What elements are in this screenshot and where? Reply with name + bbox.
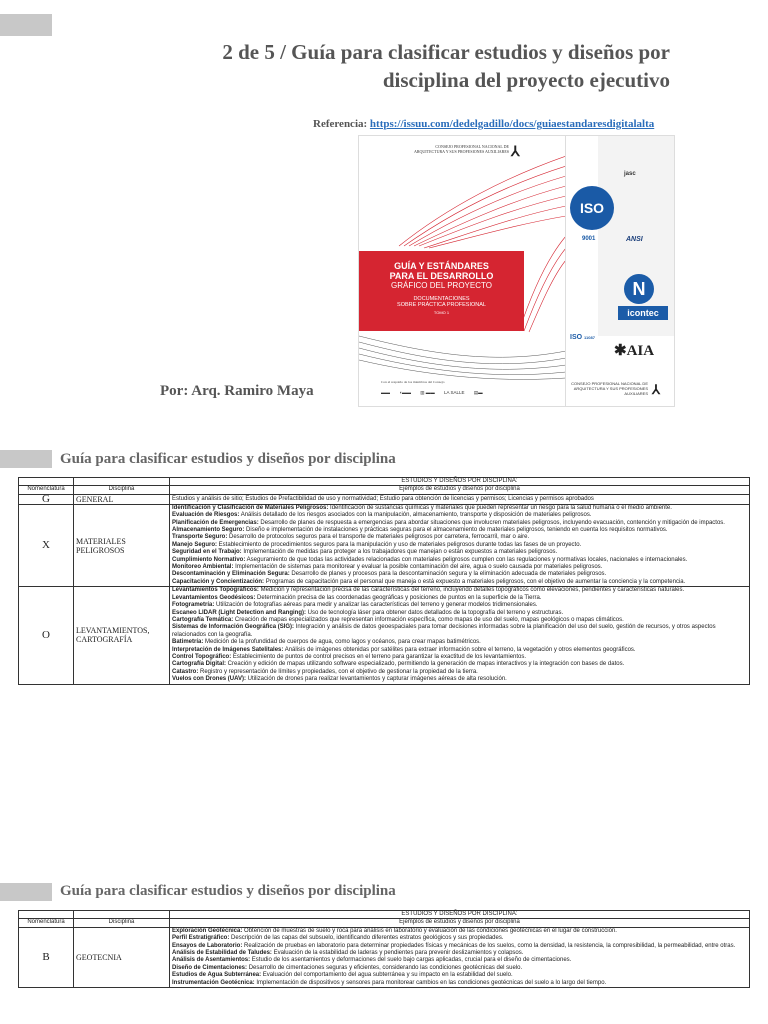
discipline-cell: GEOTECNIA (74, 927, 170, 987)
icontec-logo-icon: N (624, 274, 654, 304)
column-header-ejemplos: Ejemplos de estudios y diseños por disciplina (170, 486, 750, 494)
table-row (19, 494, 750, 504)
example-description: Diseño e implementación de instalaciones y prácticas seguras para el almacenamiento de materiales peligrosos, teniendo en cuenta los requisitos normativos. (244, 527, 668, 534)
example-description: Evaluación del comportamiento del agua subterránea y su impacto en la estabilidad del suelo. (261, 972, 513, 979)
example-description: Implementación de sistemas para monitorear y evaluar la posible contaminación del aire, agua o suelo causada por materiales peligrosos. (233, 564, 603, 571)
example-description: Creación de mapas especializados que representan información específica, como mapas de uso del suelo, mapas geológicos o mapas climáticos. (233, 616, 624, 623)
example-item (172, 587, 747, 594)
example-item (172, 542, 747, 549)
discipline-cell: MATERIALES PELIGROSOS (74, 504, 170, 586)
example-term: Interpretación de Imágenes Satelitales: (172, 646, 284, 653)
examples-cell (170, 504, 750, 586)
iso-small-code: 11087 (584, 335, 595, 340)
sponsor-logo-icon: ▥ ▬▬ (420, 390, 435, 395)
example-term: Monitoreo Ambiental: (172, 564, 234, 571)
example-term: Ensayos de Laboratorio: (172, 942, 243, 949)
section-tab (0, 450, 52, 468)
section-title: Guía para clasificar estudios y diseños por disciplina (60, 883, 396, 899)
example-term: Vuelos con Drones (UAV): (172, 676, 247, 683)
example-description: Obtención de muestras de suelo y roca para análisis en laboratorio y evaluación de las condiciones geotécnicas en el lugar de construcción. (242, 927, 617, 934)
table-row (19, 927, 750, 987)
example-term: Análisis de Asentamientos: (172, 957, 251, 964)
example-item (172, 505, 747, 512)
example-term: Levantamientos Geodésicos: (172, 594, 256, 601)
cover-headline-1: GUÍA Y ESTÁNDARES (394, 261, 489, 271)
example-item (172, 579, 747, 586)
example-item (172, 943, 747, 950)
jasc-logo: jasc (624, 171, 636, 177)
column-header-ejemplos: Ejemplos de estudios y diseños por disciplina (170, 919, 750, 927)
nomenclature-cell: G (19, 494, 74, 504)
example-term: Estudios de Agua Subterránea: (172, 972, 262, 979)
example-item (172, 602, 747, 609)
example-item (172, 928, 747, 935)
page-title (170, 38, 670, 94)
book-back-cover (565, 135, 675, 407)
example-description: Utilización de fotografías aéreas para medir y analizar las características del terreno y generar modelos tridimensionales. (214, 602, 538, 609)
reference (313, 118, 654, 130)
column-header-nomenclatura: Nomenclatura (19, 486, 74, 494)
back-council-text: CONSEJO PROFESIONAL NACIONAL DE ARQUITECTURA Y SUS PROFESIONES AUXILIARES (571, 381, 648, 396)
example-description: Creación y edición de mapas utilizando software especializado, permitiendo la generación de mapas interactivos y la integración con bases de datos. (226, 661, 625, 668)
reference-label: Referencia: (313, 118, 368, 130)
column-header-disciplina: Disciplina (74, 486, 170, 494)
cover-council-text: CONSEJO PROFESIONAL NACIONAL DE ARQUITECTURA Y SUS PROFESIONES AUXILIARES (413, 144, 509, 154)
example-description: Determinación precisa de las coordenadas geográficas y posiciones de puntos en la superficie de la Tierra. (255, 594, 542, 601)
cover-sponsor-logos (381, 390, 491, 396)
table-caption: ESTUDIOS Y DISEÑOS POR DISCIPLINA: (170, 911, 750, 919)
example-term: Seguridad en el Trabajo: (172, 549, 242, 556)
example-description: Desarrollo de cimentaciones seguras y eficientes, considerando las condiciones geotécnicas del suelo. (247, 964, 523, 971)
table-header-row (19, 919, 750, 927)
example-term: Identificación y Clasificación de Materiales Peligrosos: (172, 504, 329, 511)
example-description: Integración y análisis de datos geoespaciales para tomar decisiones informadas sobre la planificación del uso del suelo, gestión de recursos, y otros aspectos relacionados con la geografía. (172, 624, 716, 638)
cover-headline-2: PARA EL DESARROLLO (389, 271, 494, 281)
example-description: Desarrollo de planes y procesos para la descontaminación segura y la eliminación adecuada de materiales peligrosos. (289, 571, 607, 578)
example-item (172, 520, 747, 527)
title-line-2: disciplina del proyecto ejecutivo (382, 68, 670, 92)
nomenclature-cell: O (19, 587, 74, 684)
cover-subtitle-2: SOBRE PRÁCTICA PROFESIONAL (397, 302, 486, 308)
example-item (172, 957, 747, 964)
example-description: Descripción de las capas del subsuelo, identificando diferentes estratos geológicos y sus propiedades. (229, 935, 504, 942)
examples-cell (170, 927, 750, 987)
table-row (19, 504, 750, 586)
cover-footnote: Con el respaldo de los miembros del Consejo (381, 380, 445, 384)
example-description: Implementación de medidas para proteger a los trabajadores que manejan o están expuestos a materiales peligrosos. (241, 549, 558, 556)
example-term: Escaneo LIDAR (Light Detection and Ranging): (172, 609, 307, 616)
example-item (172, 972, 747, 979)
example-term: Batimetría: (172, 639, 204, 646)
example-term: Cartografía Digital: (172, 661, 227, 668)
column-header-nomenclatura: Nomenclatura (19, 919, 74, 927)
example-term: Almacenamiento Seguro: (172, 527, 245, 534)
table-body (19, 494, 750, 684)
example-item (172, 617, 747, 624)
council-logo-icon: ⅄ (511, 145, 520, 160)
aia-logo-text: AIA (626, 343, 655, 359)
table-header-row (19, 486, 750, 494)
discipline-table-1 (18, 477, 750, 685)
example-item (172, 496, 747, 503)
examples-cell (170, 494, 750, 504)
example-item (172, 512, 747, 519)
iso-small-text: ISO (570, 334, 583, 341)
example-description: Desarrollo de protocolos seguros para el transporte de materiales peligrosos por carretera, ferrocarril, mar o aire. (227, 534, 530, 541)
table-body (19, 927, 750, 987)
example-item (172, 571, 747, 578)
author-credit: Por: Arq. Ramiro Maya (160, 383, 314, 399)
icontec-logo-text: icontec (618, 306, 668, 320)
example-term: Perfil Estratigráfico: (172, 935, 230, 942)
nomenclature-cell: B (19, 927, 74, 987)
example-term: Manejo Seguro: (172, 541, 218, 548)
example-item (172, 610, 747, 617)
sponsor-logo-icon: ◖▬▬ (399, 390, 411, 395)
example-description: Realización de pruebas en laboratorio para determinar propiedades físicas y mecánicas de los suelos, como la densidad, la resistencia, la compresibilidad, la permeabilidad, entre otras. (242, 942, 736, 949)
example-item (172, 549, 747, 556)
example-description: Análisis detallado de los riesgos asociados con la manipulación, almacenamiento, transporte y disposición de materiales peligrosos. (239, 512, 592, 519)
corner-tab (0, 14, 52, 36)
example-description: Medición y representación precisa de las características del terreno, incluyendo detalles topográficos como elevaciones, pendientes y características naturales. (258, 587, 685, 594)
example-term: Sistemas de Información Geográfica (SIG): (172, 624, 295, 631)
book-cover (358, 135, 567, 407)
example-description: Aseguramiento de que todas las actividades relacionadas con materiales peligrosos cumplen con las regulaciones y normativas locales, nacionales e internacionales. (245, 556, 688, 563)
example-description: Estudio de los asentamientos y deformaciones del suelo bajo cargas aplicadas, crucial para el diseño de cimentaciones. (250, 957, 572, 964)
example-item (172, 950, 747, 957)
example-term: Análisis de Estabilidad de Taludes: (172, 950, 272, 957)
example-term: Fotogrametría: (172, 602, 215, 609)
iso-small-logo (570, 334, 595, 341)
example-item (172, 639, 747, 646)
example-term: Control Topográfico: (172, 653, 232, 660)
aia-star-icon: ✱ (614, 343, 627, 359)
example-description: Desarrollo de planes de respuesta a emergencias para abordar situaciones que involucren materiales peligrosos, incluyendo evacuación, contención y mitigación de impactos. (258, 519, 725, 526)
example-item (172, 676, 747, 683)
example-item (172, 557, 747, 564)
example-item (172, 654, 747, 661)
cover-headline-3: GRÁFICO DEL PROYECTO (391, 281, 492, 290)
example-description: Implementación de dispositivos y sensores para monitorear cambios en las condiciones geotécnicas del suelo a lo largo del tiempo. (254, 979, 607, 986)
example-description: Utilización de drones para realizar levantamientos y capturar imágenes aéreas de alta resolución. (246, 676, 507, 683)
column-header-disciplina: Disciplina (74, 919, 170, 927)
example-term: Diseño de Cimentaciones: (172, 964, 248, 971)
example-item (172, 669, 747, 676)
council-logo-icon: ⅄ (652, 382, 660, 397)
example-item (172, 965, 747, 972)
example-description: Identificación de sustancias químicas y materiales que pueden representar un riesgo para la salud humana o el medio ambiente. (328, 504, 672, 511)
example-term: Cumplimiento Normativo: (172, 556, 246, 563)
sponsor-logo-icon: ▤▬ (473, 390, 483, 395)
example-description: Establecimiento de procedimientos seguros para la manipulación y uso de materiales peligrosos durante todas las fases de un proyecto. (217, 541, 582, 548)
examples-cell (170, 587, 750, 684)
iso-logo-icon: ISO (570, 186, 614, 230)
example-term: Descontaminación y Eliminación Segura: (172, 571, 290, 578)
example-description: Establecimiento de puntos de control precisos en el terreno para garantizar la exactitud de los levantamientos. (231, 653, 527, 660)
example-term: Capacitación y Concientización: (172, 578, 265, 585)
example-item (172, 534, 747, 541)
example-term: Levantamientos Topográficos: (172, 587, 259, 594)
example-item (172, 647, 747, 654)
section-title: Guía para clasificar estudios y diseños por disciplina (60, 451, 396, 467)
cover-subtitle-3: TOMO 1 (433, 310, 450, 315)
aia-logo (614, 341, 654, 360)
example-term: Exploración Geotécnica: (172, 927, 243, 934)
example-term: Transporte Seguro: (172, 534, 228, 541)
example-description: Uso de tecnología láser para obtener datos detallados de la topografía del terreno y estructuras. (306, 609, 564, 616)
table-row (19, 587, 750, 684)
example-description: Evaluación de la estabilidad de laderas y pendientes para prevenir deslizamientos y colapsos. (271, 950, 524, 957)
example-description: Medición de la profundidad de cuerpos de agua, como lagos y océanos, para crear mapas batimétricos. (203, 639, 481, 646)
discipline-cell: GENERAL (74, 494, 170, 504)
reference-link[interactable]: https://issuu.com/dedelgadillo/docs/guiaestandaresdigitalalta (369, 118, 655, 130)
example-item (172, 661, 747, 668)
table-caption: ESTUDIOS Y DISEÑOS POR DISCIPLINA: (170, 478, 750, 486)
discipline-cell: LEVANTAMIENTOS, CARTOGRAFÍA (74, 587, 170, 684)
sponsor-logo-icon: ▬▬ (381, 390, 390, 395)
example-item (172, 527, 747, 534)
table-caption-row (19, 478, 750, 486)
example-item (172, 980, 747, 987)
cover-subtitle-1: DOCUMENTACIONES (413, 296, 470, 302)
section-tab (0, 883, 52, 901)
iso-9001-label: 9001 (582, 236, 596, 242)
sponsor-logo-text: LA SALLE (444, 390, 465, 395)
nomenclature-cell: X (19, 504, 74, 586)
example-description: Registro y representación de límites y propiedades, con el objetivo de gestionar la propiedad de la tierra. (198, 668, 478, 675)
example-term: Planificación de Emergencias: (172, 519, 259, 526)
example-item (172, 595, 747, 602)
example-item (172, 935, 747, 942)
example-description: Programas de capacitación para el personal que maneja o está expuesto a materiales peligrosos, con el objetivo de aumentar la conciencia y la competencia. (264, 578, 686, 585)
cover-title-band (359, 251, 524, 331)
table-caption-row (19, 911, 750, 919)
title-line-1: 2 de 5 / Guía para clasificar estudios y diseños por (222, 40, 670, 64)
example-item (172, 624, 747, 639)
example-item (172, 564, 747, 571)
example-description: Estudios y análisis de sitio; Estudios de Prefactibilidad de uso y normatividad; Estudio para obtención de licencias y permisos; Licencias y permisos aprobados (172, 495, 594, 502)
example-description: Análisis de imágenes obtenidas por satélites para extraer información sobre el terreno, la vegetación y otros elementos geográficos. (283, 646, 636, 653)
example-term: Cartografía Temática: (172, 616, 234, 623)
example-term: Catastro: (172, 668, 199, 675)
ansi-logo: ANSI (626, 236, 643, 243)
example-term: Instrumentación Geotécnica: (172, 979, 255, 986)
discipline-table-2 (18, 910, 750, 988)
example-term: Evaluación de Riesgos: (172, 512, 240, 519)
